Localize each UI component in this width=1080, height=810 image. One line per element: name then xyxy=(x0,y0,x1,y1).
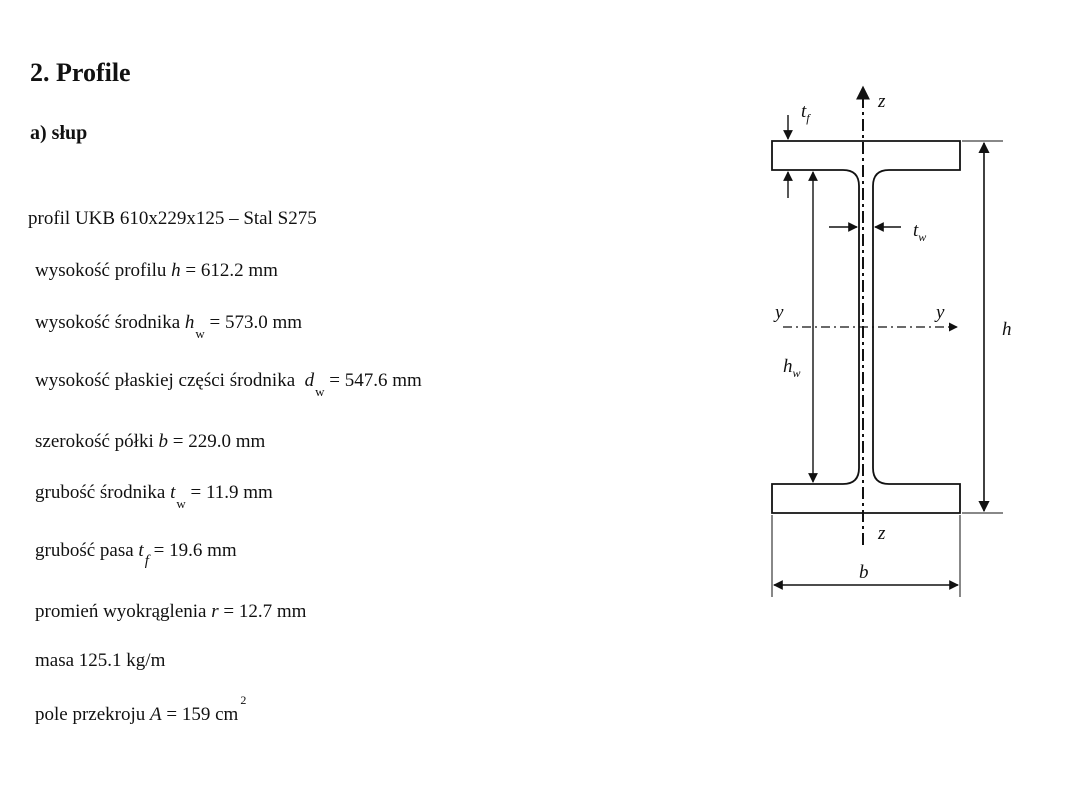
web-flat-height-label: wysokość płaskiej części środnika xyxy=(35,370,296,391)
y-axis-right-label: y xyxy=(936,302,945,323)
tf-label xyxy=(801,101,811,125)
profile-height-symbol: h xyxy=(171,260,181,281)
web-flat-height-symbol: d xyxy=(304,370,315,391)
profile-height-label: wysokość profilu xyxy=(35,260,167,281)
web-flat-height xyxy=(35,369,422,399)
flange-width-value: = 229.0 mm xyxy=(172,431,266,452)
web-thickness-label: grubość środnika xyxy=(35,482,166,503)
tf-label-subscript: f xyxy=(806,111,810,125)
web-height xyxy=(35,311,303,341)
area-superscript: 2 xyxy=(240,693,247,707)
flange-thickness-value: = 19.6 mm xyxy=(153,540,237,561)
z-axis-top-label: z xyxy=(878,91,886,112)
web-height-value: = 573.0 mm xyxy=(209,312,303,333)
area-value: = 159 cm xyxy=(166,704,239,725)
flange-thickness xyxy=(35,539,237,569)
area-label: pole przekroju xyxy=(35,704,146,725)
root-radius-label: promień wyokrąglenia xyxy=(35,601,207,622)
flange-width xyxy=(35,430,265,454)
profile-height xyxy=(35,259,278,283)
web-thickness-symbol: t xyxy=(170,482,176,503)
tw-label-symbol: t xyxy=(913,220,919,241)
root-radius xyxy=(35,600,306,624)
tw-label xyxy=(913,220,926,244)
hw-label-subscript: w xyxy=(792,366,801,380)
web-height-subscript: w xyxy=(195,326,205,341)
mass: masa 125.1 kg/m xyxy=(35,650,166,671)
tf-label-symbol: t xyxy=(801,101,807,122)
section-title: 2. Profile xyxy=(30,58,131,87)
web-height-symbol: h xyxy=(184,312,195,333)
flange-thickness-label: grubość pasa xyxy=(35,540,134,561)
flange-width-label: szerokość półki xyxy=(35,431,154,452)
flange-thickness-subscript: f xyxy=(144,553,149,569)
web-thickness-subscript: w xyxy=(176,496,186,511)
z-axis-bottom-label: z xyxy=(878,523,886,544)
root-radius-symbol: r xyxy=(211,601,219,622)
subsection-title: a) słup xyxy=(30,122,88,144)
web-thickness xyxy=(35,481,273,511)
tw-label-subscript: w xyxy=(918,230,927,244)
i-beam-cross-section-diagram xyxy=(755,75,1055,615)
h-label: h xyxy=(1002,319,1012,340)
profile-designation: profil UKB 610x229x125 – Stal S275 xyxy=(28,208,317,229)
hw-label xyxy=(783,356,801,380)
area-symbol: A xyxy=(150,704,162,725)
cross-section-area xyxy=(35,693,247,728)
hw-label-symbol: h xyxy=(783,356,793,377)
profile-height-value: = 612.2 mm xyxy=(185,260,278,281)
web-thickness-value: = 11.9 mm xyxy=(190,482,273,503)
root-radius-value: = 12.7 mm xyxy=(223,601,307,622)
web-height-label: wysokość środnika xyxy=(35,312,181,333)
web-flat-height-subscript: w xyxy=(315,384,325,399)
flange-width-symbol: b xyxy=(158,431,168,452)
flange-thickness-symbol: t xyxy=(138,540,144,561)
web-flat-height-value: = 547.6 mm xyxy=(329,370,422,391)
y-axis-left-label: y xyxy=(775,302,784,323)
b-label: b xyxy=(859,562,869,583)
